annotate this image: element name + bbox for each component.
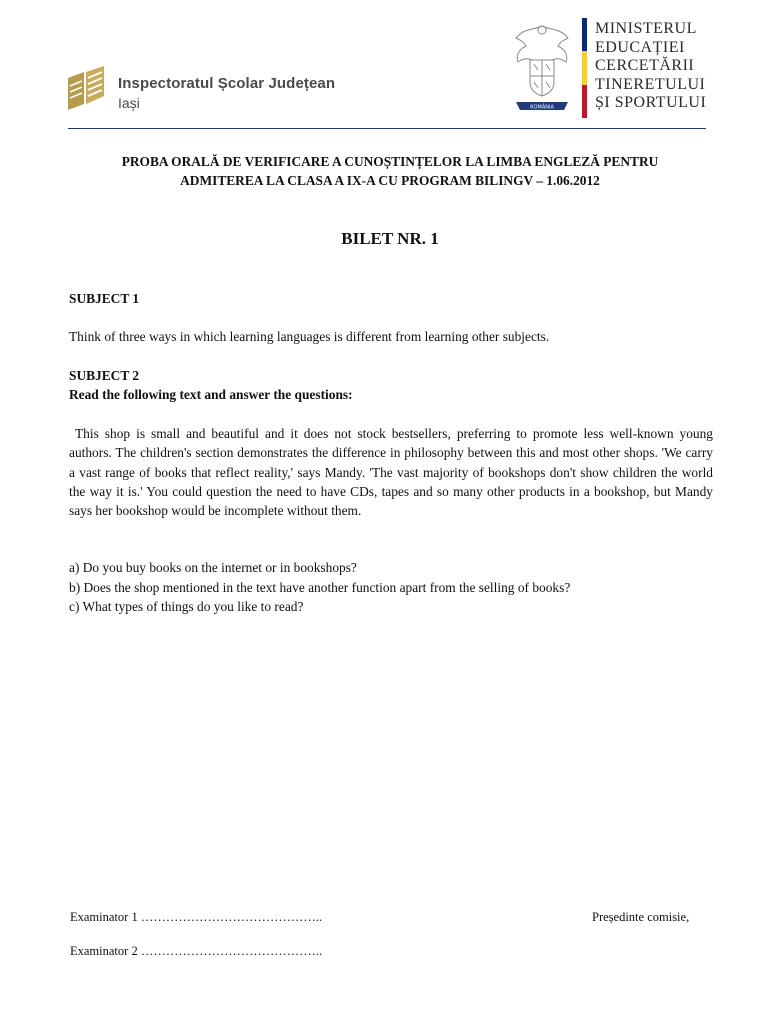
tricolor-blue (582, 18, 587, 51)
subject1-prompt: Think of three ways in which learning languages is different from learning other subjects. (69, 329, 550, 344)
isj-book-logo-icon (66, 64, 106, 112)
document-title (68, 152, 712, 190)
title-line-2: ADMITEREA LA CLASA A IX-A CU PROGRAM BILINGV – 1.06.2012 (180, 173, 600, 188)
header-divider (68, 128, 706, 129)
commission-president-signature: Președinte comisie, (592, 910, 690, 924)
document-header (0, 0, 768, 135)
question-a: a) Do you buy books on the internet or in bookshops? (69, 560, 357, 575)
ministry-name (595, 20, 706, 113)
ministry-line: EDUCAȚIEI (595, 38, 685, 56)
subject2-heading: SUBJECT 2 (69, 368, 140, 383)
ministry-line: TINERETULUI (595, 75, 706, 93)
subject1-heading: SUBJECT 1 (69, 291, 140, 306)
question-b: b) Does the shop mentioned in the text have another function apart from the selling of books? (69, 580, 571, 595)
question-c: c) What types of things do you like to read? (69, 599, 304, 614)
institution-name: Inspectoratul Școlar Județean (118, 75, 336, 92)
subject2-instruction: Read the following text and answer the questions: (69, 387, 353, 402)
romania-coat-of-arms-icon (510, 20, 574, 112)
ticket-number: BILET NR. 1 (341, 229, 439, 248)
tricolor-yellow (582, 51, 587, 84)
ministry-line: CERCETĂRII (595, 57, 695, 74)
romanian-tricolor-bar (582, 18, 587, 118)
examiner-2-signature-line: Examinator 2 …………………………………….. (70, 944, 323, 958)
tricolor-red (582, 85, 587, 118)
crest-label: ROMÂNIA (530, 104, 554, 111)
ministry-line: ȘI SPORTULUI (595, 94, 707, 111)
institution-city: Iași (118, 95, 140, 111)
reading-passage: This shop is small and beautiful and it does not stock bestsellers, preferring to promote less well-known young authors. The children's section demonstrates the difference in philosophy between this and most other shops. 'We carry a vast range of books that reflect reality,' says Mandy. 'The vast majority of bookshops don't show children the world the way it is.' You could question the need to have CDs, tapes and so many other products in a bookshop, but Mandy says her bookshop would be incomplete without them. (69, 426, 713, 519)
examiner-1-signature-line: Examinator 1 …………………………………….. (70, 910, 323, 924)
title-line-1: PROBA ORALĂ DE VERIFICARE A CUNOȘTINȚELOR LA LIMBA ENGLEZĂ PENTRU (121, 154, 659, 169)
ministry-line: MINISTERUL (595, 20, 697, 37)
